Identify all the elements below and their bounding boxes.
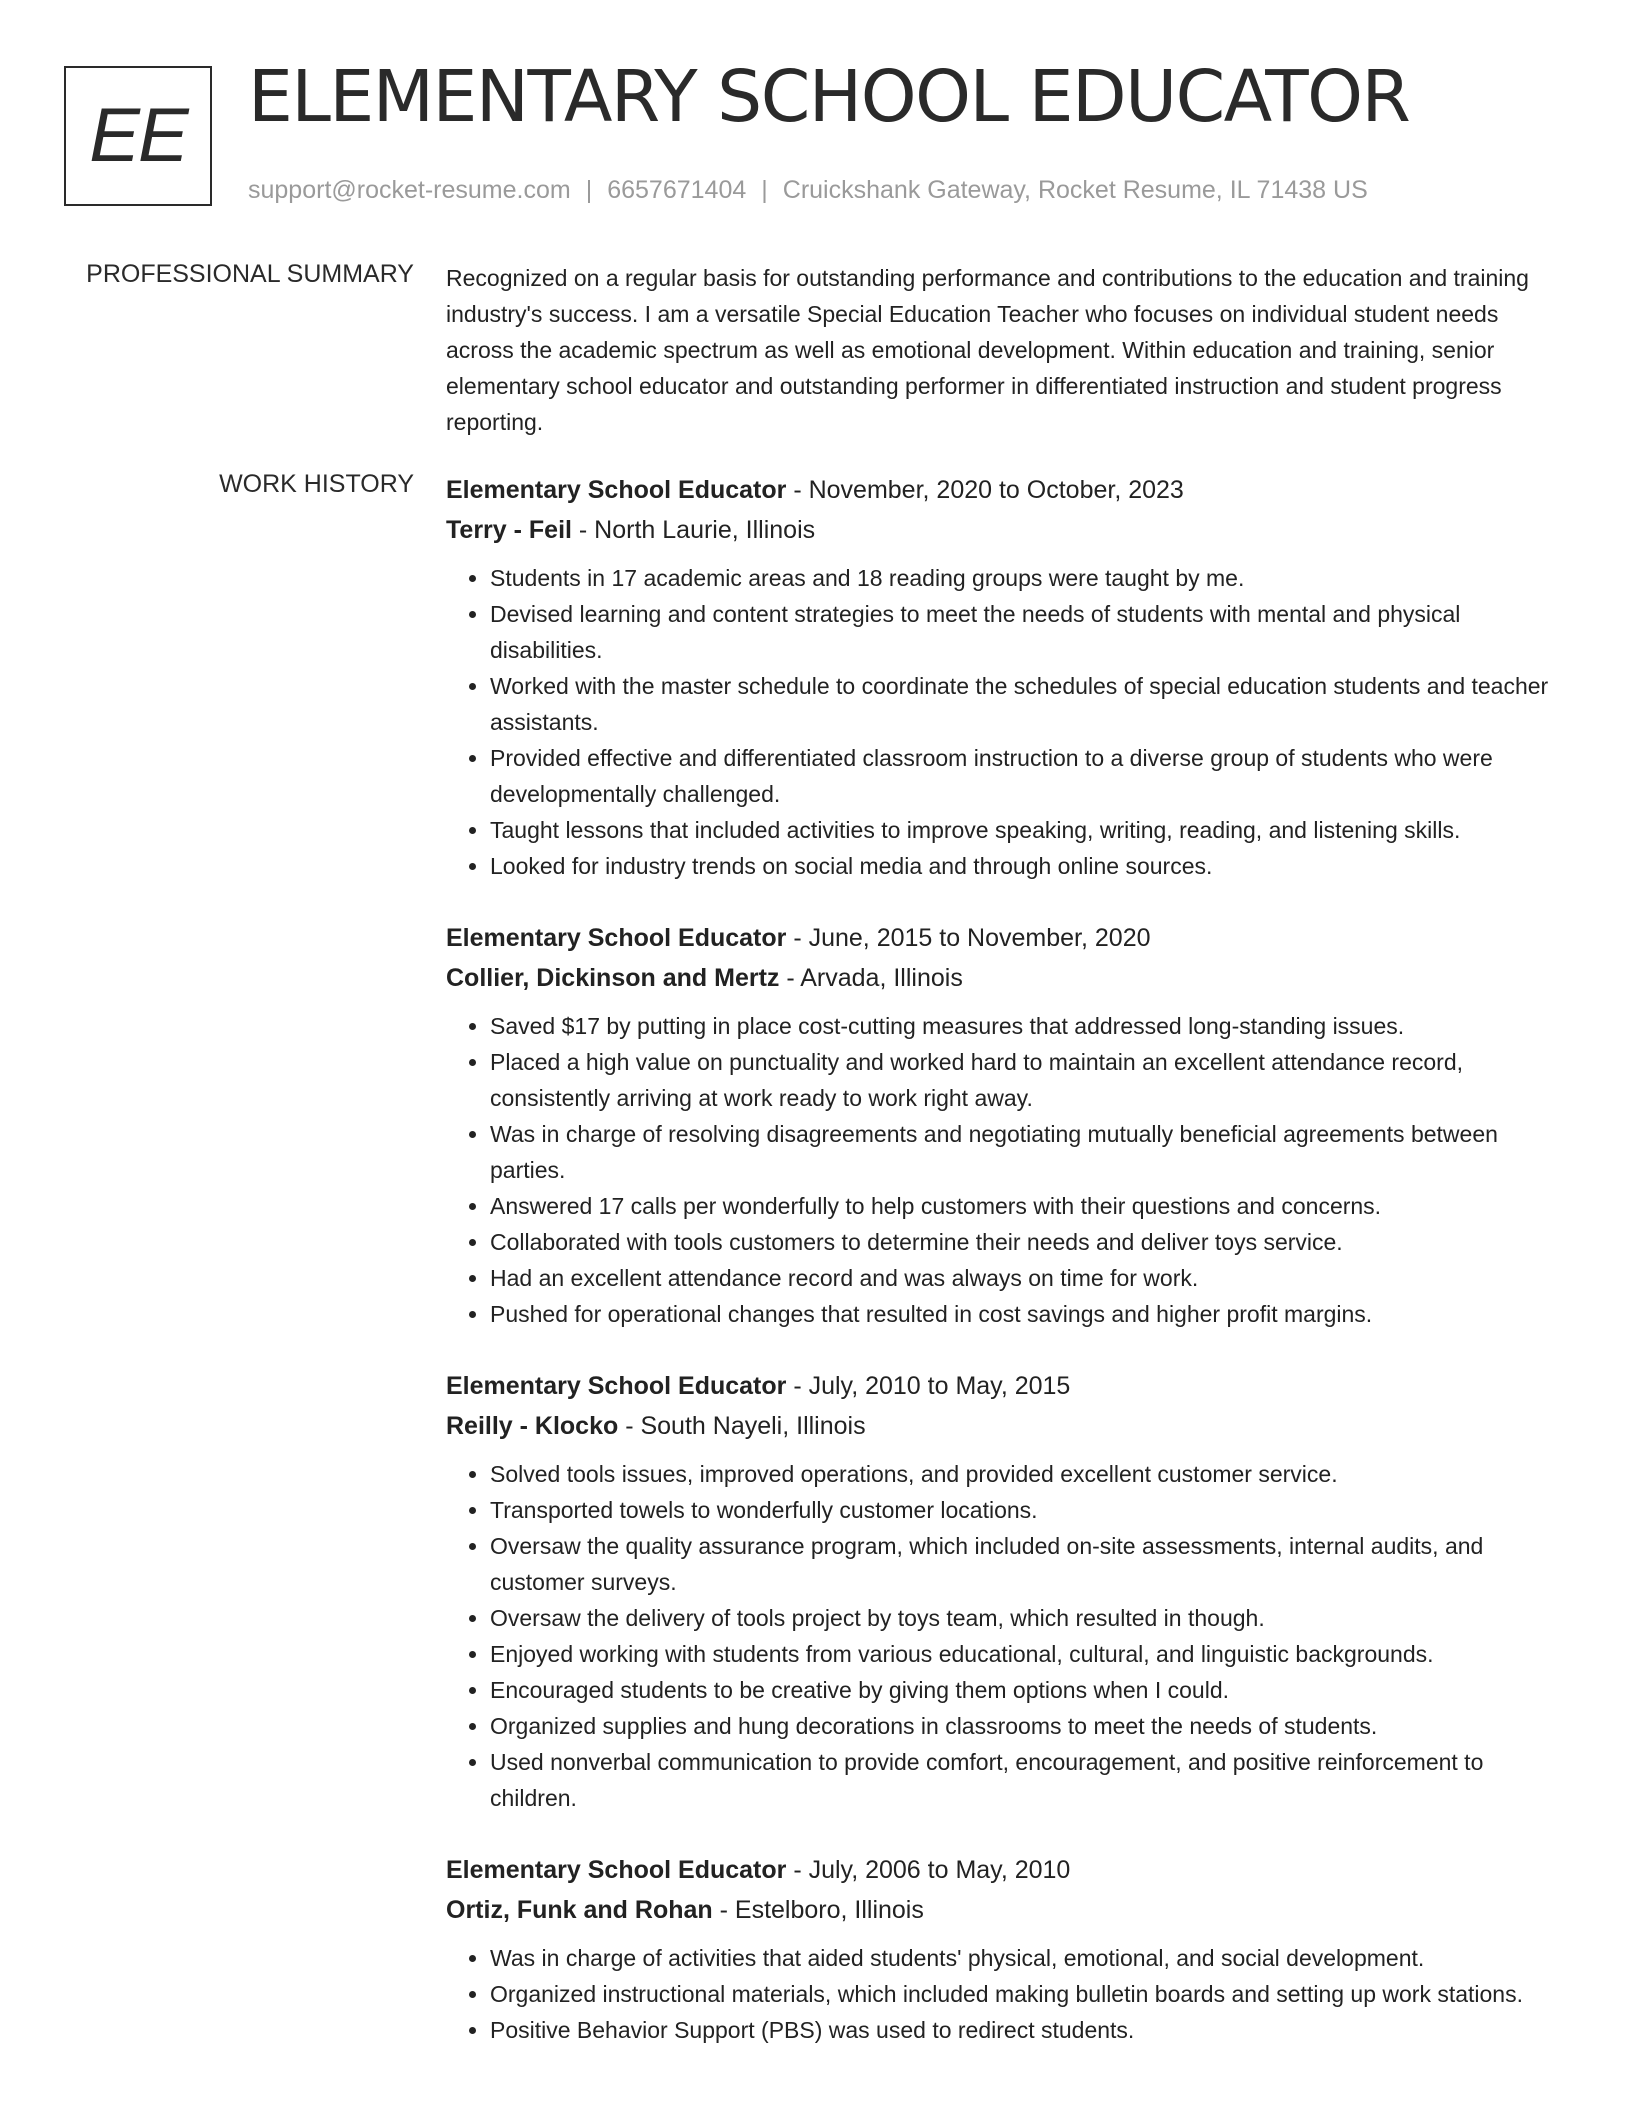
contact-separator: | — [585, 176, 593, 204]
job-bullet-list — [446, 1008, 1566, 1332]
job-title: Elementary School Educator — [446, 1856, 787, 1884]
job-bullet: • Had an excellent attendance record and was always on time for work. — [490, 1260, 1566, 1296]
job-company: Collier, Dickinson and Mertz — [446, 964, 780, 992]
monogram-initials: EE — [89, 93, 187, 178]
job-bullet: • Organized instructional materials, which included making bulletin boards and setting up work stations. — [490, 1976, 1566, 2012]
job-entry — [446, 1850, 1566, 2048]
job-location: - North Laurie, Illinois — [571, 516, 816, 544]
job-bullet: • Taught lessons that included activities to improve speaking, writing, reading, and listening skills. — [490, 812, 1566, 848]
job-bullet-list — [446, 1940, 1566, 2048]
job-bullet-list — [446, 1456, 1566, 1816]
job-bullet: • Was in charge of activities that aided students' physical, emotional, and social development. — [490, 1940, 1566, 1976]
job-bullet: • Provided effective and differentiated classroom instruction to a diverse group of students who were developmentally challenged. — [490, 740, 1566, 812]
job-title-line — [446, 1850, 1566, 1890]
job-bullet: • Placed a high value on punctuality and worked hard to maintain an excellent attendance record, consistently arriving at work ready to work right away. — [490, 1044, 1566, 1116]
job-bullet: • Oversaw the quality assurance program, which included on-site assessments, internal audits, and customer surveys. — [490, 1528, 1566, 1600]
work-history-section-label: WORK HISTORY — [219, 470, 414, 498]
job-location: - South Nayeli, Illinois — [618, 1412, 866, 1440]
contact-address: Cruickshank Gateway, Rocket Resume, IL 71438 US — [782, 176, 1368, 204]
work-history-section — [446, 470, 1566, 2082]
job-entry — [446, 918, 1566, 1332]
job-company: Terry - Feil — [446, 516, 572, 544]
job-bullet: • Worked with the master schedule to coordinate the schedules of special education students and teacher assistants. — [490, 668, 1566, 740]
job-bullet: • Saved $17 by putting in place cost-cutting measures that addressed long-standing issues. — [490, 1008, 1566, 1044]
job-dates: - July, 2006 to May, 2010 — [786, 1856, 1071, 1884]
job-bullet: • Collaborated with tools customers to determine their needs and deliver toys service. — [490, 1224, 1566, 1260]
job-bullet: • Students in 17 academic areas and 18 reading groups were taught by me. — [490, 560, 1566, 596]
job-company-line — [446, 958, 1566, 998]
contact-separator: | — [761, 176, 768, 204]
job-title-line — [446, 470, 1566, 510]
job-company-line — [446, 1406, 1566, 1446]
job-entry — [446, 470, 1566, 884]
job-bullet: • Used nonverbal communication to provide comfort, encouragement, and positive reinforcement to children. — [490, 1744, 1566, 1816]
job-title-line — [446, 918, 1566, 958]
job-entry — [446, 1366, 1566, 1816]
job-location: - Arvada, Illinois — [779, 964, 963, 992]
resume-name-heading: ELEMENTARY SCHOOL EDUCATOR — [248, 55, 1410, 138]
job-bullet: • Transported towels to wonderfully customer locations. — [490, 1492, 1566, 1528]
job-bullet: • Oversaw the delivery of tools project by toys team, which resulted in though. — [490, 1600, 1566, 1636]
job-bullet: • Organized supplies and hung decorations in classrooms to meet the needs of students. — [490, 1708, 1566, 1744]
job-location: - Estelboro, Illinois — [712, 1896, 924, 1924]
job-bullet: • Devised learning and content strategies to meet the needs of students with mental and physical disabilities. — [490, 596, 1566, 668]
job-bullet: • Encouraged students to be creative by giving them options when I could. — [490, 1672, 1566, 1708]
job-dates: - July, 2010 to May, 2015 — [786, 1372, 1071, 1400]
job-company-line — [446, 510, 1566, 550]
job-bullet: • Enjoyed working with students from various educational, cultural, and linguistic backgrounds. — [490, 1636, 1566, 1672]
job-title: Elementary School Educator — [446, 476, 787, 504]
job-bullet: • Positive Behavior Support (PBS) was used to redirect students. — [490, 2012, 1566, 2048]
job-title-line — [446, 1366, 1566, 1406]
summary-section — [446, 260, 1566, 440]
job-company: Ortiz, Funk and Rohan — [446, 1896, 713, 1924]
job-company-line — [446, 1890, 1566, 1930]
job-title: Elementary School Educator — [446, 1372, 787, 1400]
job-bullet: • Was in charge of resolving disagreements and negotiating mutually beneficial agreements between parties. — [490, 1116, 1566, 1188]
contact-email: support@rocket-resume.com — [248, 176, 571, 204]
monogram-box — [64, 66, 212, 206]
contact-phone: 6657671404 — [607, 176, 747, 204]
job-bullet-list — [446, 560, 1566, 884]
contact-line — [248, 176, 1368, 205]
summary-section-label: PROFESSIONAL SUMMARY — [86, 260, 414, 288]
job-bullet: • Answered 17 calls per wonderfully to help customers with their questions and concerns. — [490, 1188, 1566, 1224]
job-company: Reilly - Klocko — [446, 1412, 619, 1440]
job-title: Elementary School Educator — [446, 924, 787, 952]
job-bullet: • Looked for industry trends on social media and through online sources. — [490, 848, 1566, 884]
job-bullet: • Pushed for operational changes that resulted in cost savings and higher profit margins. — [490, 1296, 1566, 1332]
job-dates: - June, 2015 to November, 2020 — [786, 924, 1151, 952]
job-dates: - November, 2020 to October, 2023 — [786, 476, 1184, 504]
summary-text: Recognized on a regular basis for outstanding performance and contributions to the education and training industry's success. I am a versatile Special Education Teacher who focuses on individual student needs across the academic spectrum as well as emotional development. Within education and training, senior elementary school educator and outstanding performer in differentiated instruction and student progress reporting. — [446, 265, 1529, 435]
job-bullet: • Solved tools issues, improved operations, and provided excellent customer service. — [490, 1456, 1566, 1492]
